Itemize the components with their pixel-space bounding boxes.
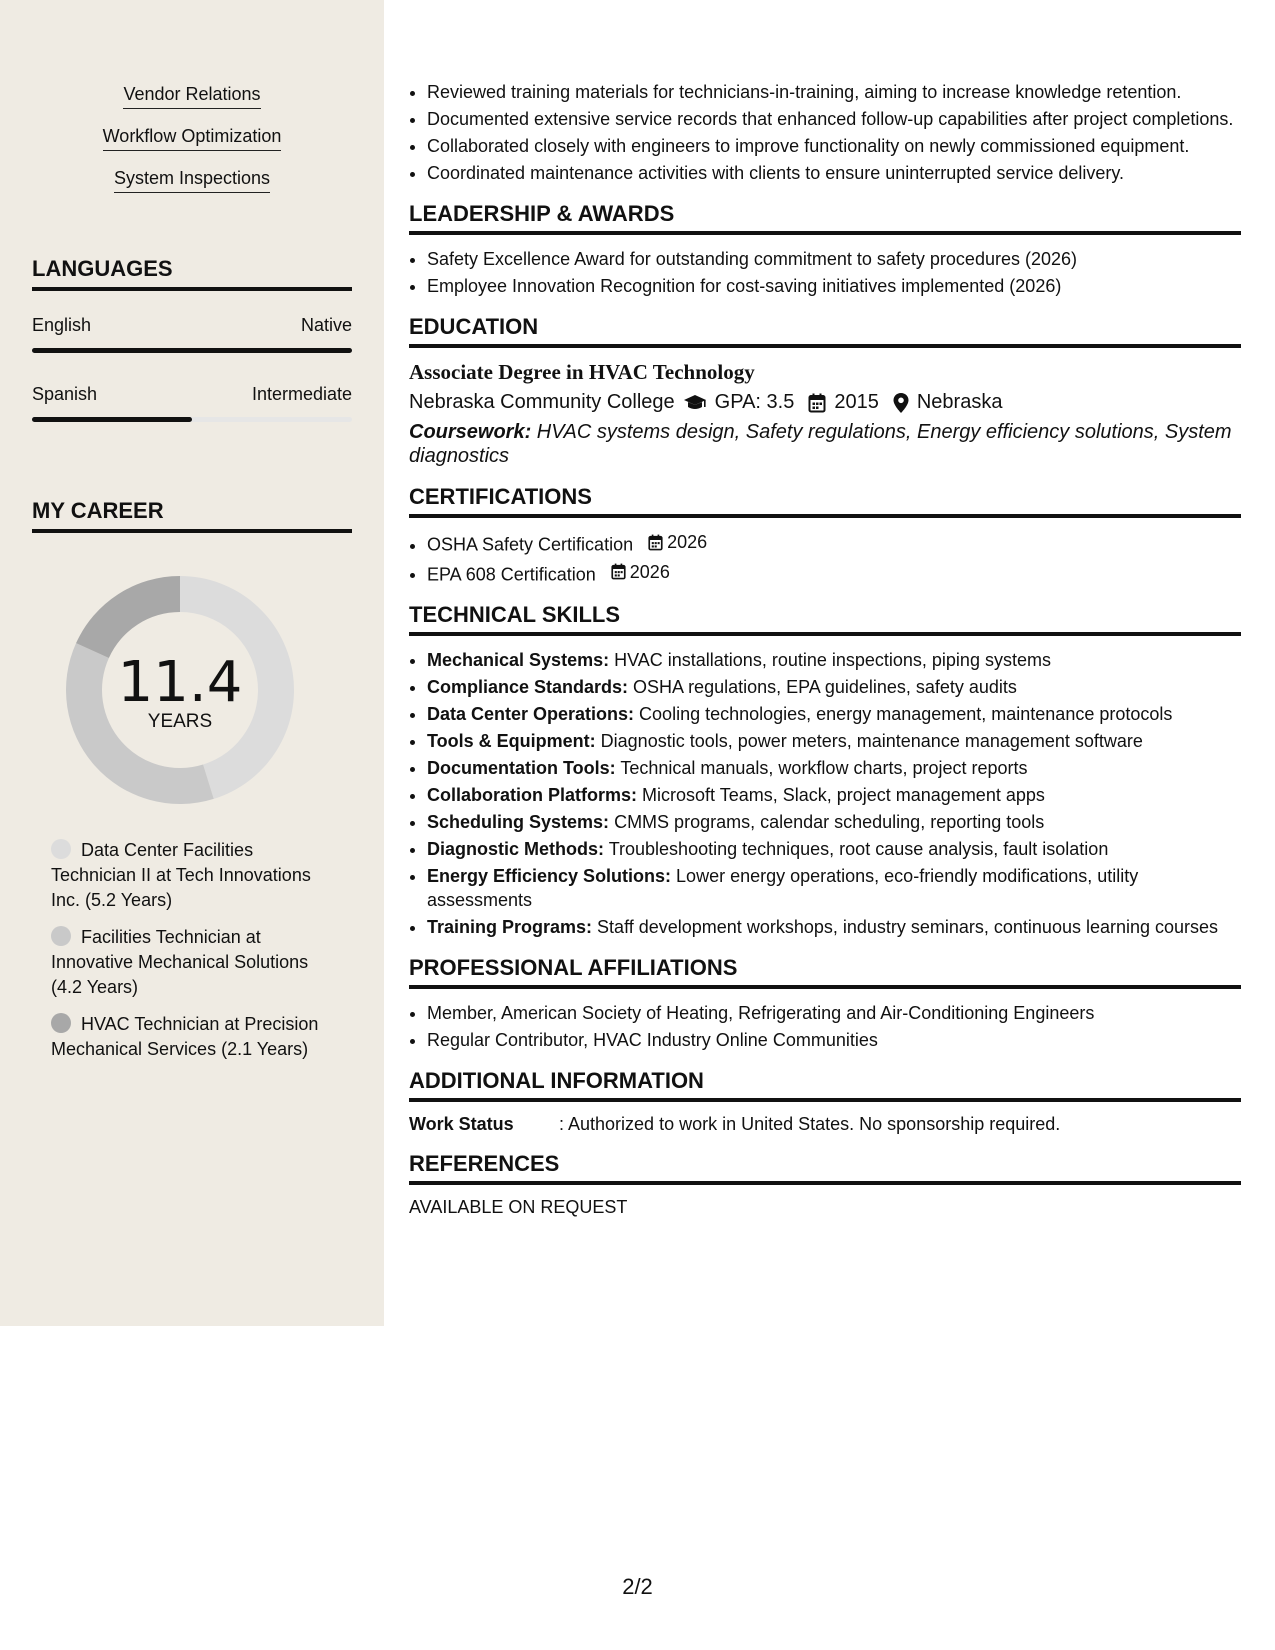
education-year: 2015	[834, 391, 879, 413]
certification-name: EPA 608 Certification	[427, 564, 596, 584]
experience-bullet: • Reviewed training materials for technicians-in-training, aiming to increase knowledge retention.	[427, 80, 1241, 104]
language-spanish	[32, 384, 352, 422]
skill-label: Data Center Operations:	[427, 704, 635, 724]
language-level: Native	[300, 315, 352, 335]
leadership-item: • Employee Innovation Recognition for cost-saving initiatives implemented (2026)	[427, 274, 1241, 298]
career-item	[51, 925, 341, 1000]
skill-label: Compliance Standards:	[427, 677, 629, 697]
language-name: Spanish	[32, 384, 98, 404]
career-item	[51, 838, 341, 913]
certification-item	[427, 530, 1241, 557]
career-legend-dot	[51, 1013, 71, 1033]
skill-tags	[0, 84, 384, 210]
certification-year: 2026	[667, 532, 708, 552]
main-content	[409, 80, 1241, 1218]
language-english	[32, 315, 352, 353]
affiliations-heading: PROFESSIONAL AFFILIATIONS	[409, 955, 1241, 989]
skill-text: HVAC installations, routine inspections, piping systems	[609, 650, 1051, 670]
language-bar	[32, 417, 352, 422]
skill-label: Mechanical Systems:	[427, 650, 610, 670]
leadership-heading: LEADERSHIP & AWARDS	[409, 201, 1241, 235]
skill-text: Microsoft Teams, Slack, project management apps	[637, 785, 1045, 805]
affiliations-list	[409, 1001, 1241, 1052]
calendar-icon	[611, 563, 626, 580]
certifications-list	[409, 530, 1241, 586]
references-heading: REFERENCES	[409, 1151, 1241, 1185]
skill-item	[427, 648, 1241, 672]
skill-item	[427, 837, 1241, 861]
career-total	[66, 576, 294, 804]
experience-bullets	[409, 80, 1241, 185]
skill-item	[427, 810, 1241, 834]
skill-tag: Vendor Relations	[123, 84, 260, 109]
work-status-label: Work Status	[409, 1114, 514, 1134]
skill-label: Documentation Tools:	[427, 758, 616, 778]
career-legend-dot	[51, 926, 71, 946]
affiliation-item: • Member, American Society of Heating, Refrigerating and Air-Conditioning Engineers	[427, 1001, 1241, 1025]
career-heading: MY CAREER	[32, 498, 352, 533]
languages-heading: LANGUAGES	[32, 256, 352, 291]
skill-item	[427, 864, 1241, 912]
sidebar	[0, 0, 384, 1326]
skill-label: Energy Efficiency Solutions:	[427, 866, 672, 886]
skill-tag: System Inspections	[114, 168, 270, 193]
work-status-value: : Authorized to work in United States. No sponsorship required.	[559, 1114, 1061, 1134]
career-donut-chart	[66, 576, 294, 804]
skill-text: Staff development workshops, industry seminars, continuous learning courses	[592, 917, 1219, 937]
skill-text: Troubleshooting techniques, root cause analysis, fault isolation	[604, 839, 1109, 859]
language-level: Intermediate	[251, 384, 352, 404]
technical-skills-list	[409, 648, 1241, 939]
career-list	[51, 838, 341, 1074]
language-bar-fill	[32, 348, 352, 353]
career-legend-dot	[51, 839, 71, 859]
work-status	[409, 1114, 1241, 1135]
education-details	[409, 391, 1241, 414]
skill-text: OSHA regulations, EPA guidelines, safety audits	[628, 677, 1017, 697]
certifications-heading: CERTIFICATIONS	[409, 484, 1241, 518]
calendar-icon	[648, 534, 663, 551]
language-bar	[32, 348, 352, 353]
experience-bullet: • Collaborated closely with engineers to improve functionality on newly commissioned equipment.	[427, 134, 1241, 158]
skill-label: Training Programs:	[427, 917, 593, 937]
skill-item	[427, 702, 1241, 726]
career-item-text: Facilities Technician at Innovative Mechanical Solutions (4.2 Years)	[51, 927, 309, 997]
location-pin-icon	[893, 393, 909, 413]
education-gpa: GPA: 3.5	[714, 391, 795, 413]
skill-label: Tools & Equipment:	[427, 731, 596, 751]
education-heading: EDUCATION	[409, 314, 1241, 348]
experience-bullet: • Documented extensive service records that enhanced follow-up capabilities after project completions.	[427, 107, 1241, 131]
career-item	[51, 1012, 341, 1062]
page-number: 2/2	[622, 1574, 653, 1599]
career-item-text: HVAC Technician at Precision Mechanical Services (2.1 Years)	[51, 1014, 319, 1059]
career-total-unit: YEARS	[147, 711, 213, 732]
skill-label: Scheduling Systems:	[427, 812, 610, 832]
career-item-text: Data Center Facilities Technician II at Tech Innovations Inc. (5.2 Years)	[51, 840, 311, 910]
leadership-list	[409, 247, 1241, 298]
graduation-cap-icon	[683, 394, 707, 412]
education-coursework	[409, 420, 1241, 468]
coursework-label: Coursework:	[409, 421, 532, 443]
skill-item	[427, 915, 1241, 939]
skill-text: Lower energy operations, eco-friendly modifications, utility assessments	[427, 866, 1139, 910]
additional-info-heading: ADDITIONAL INFORMATION	[409, 1068, 1241, 1102]
career-total-value: 11.4	[117, 650, 243, 715]
technical-skills-heading: TECHNICAL SKILLS	[409, 602, 1241, 636]
skill-text: CMMS programs, calendar scheduling, reporting tools	[609, 812, 1045, 832]
skill-item	[427, 783, 1241, 807]
calendar-icon	[808, 393, 826, 413]
leadership-item: • Safety Excellence Award for outstanding commitment to safety procedures (2026)	[427, 247, 1241, 271]
experience-bullet: • Coordinated maintenance activities with clients to ensure uninterrupted service delivery.	[427, 161, 1241, 185]
certification-item	[427, 560, 1241, 587]
education-location: Nebraska	[916, 391, 1003, 413]
skill-text: Cooling technologies, energy management, maintenance protocols	[634, 704, 1173, 724]
language-bar-fill	[32, 417, 192, 422]
skill-label: Collaboration Platforms:	[427, 785, 638, 805]
education-school: Nebraska Community College	[409, 391, 675, 413]
skill-text: Technical manuals, workflow charts, project reports	[615, 758, 1028, 778]
skill-label: Diagnostic Methods:	[427, 839, 605, 859]
references-text: AVAILABLE ON REQUEST	[409, 1197, 628, 1217]
skill-item	[427, 675, 1241, 699]
affiliation-item: • Regular Contributor, HVAC Industry Online Communities	[427, 1028, 1241, 1052]
coursework-text: HVAC systems design, Safety regulations, Energy efficiency solutions, System diagnostics	[409, 421, 1232, 467]
education-degree: Associate Degree in HVAC Technology	[409, 360, 755, 384]
certification-name: OSHA Safety Certification	[427, 534, 634, 555]
certification-year: 2026	[629, 561, 670, 582]
language-name: English	[32, 315, 92, 335]
skill-text: Diagnostic tools, power meters, maintenance management software	[595, 731, 1143, 751]
skill-item	[427, 756, 1241, 780]
skill-item	[427, 729, 1241, 753]
skill-tag: Workflow Optimization	[103, 126, 282, 151]
